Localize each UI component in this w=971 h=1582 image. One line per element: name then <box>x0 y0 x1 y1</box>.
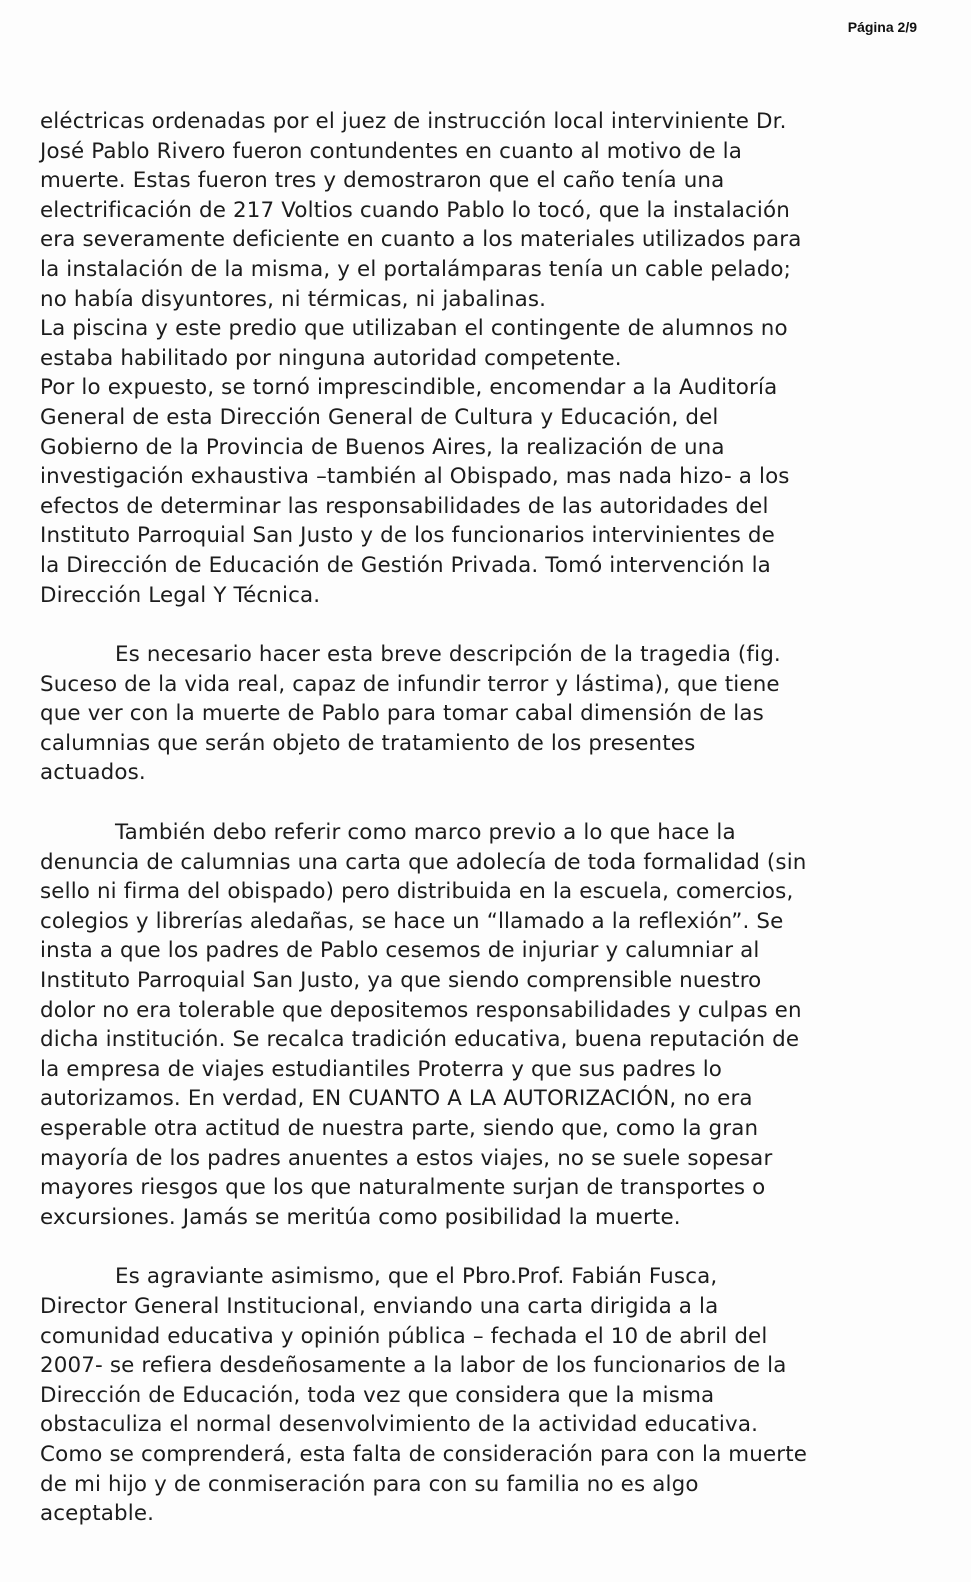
text-line: denuncia de calumnias una carta que adolecía de toda formalidad (sin <box>40 849 807 875</box>
text-line: comunidad educativa y opinión pública – fechada el 10 de abril del <box>40 1323 768 1349</box>
text-line: la empresa de viajes estudiantiles Proterra y que sus padres lo <box>40 1056 723 1082</box>
text-line: Es necesario hacer esta breve descripción de la tragedia (fig. <box>115 642 781 668</box>
text-line: Suceso de la vida real, capaz de infundir terror y lástima), que tiene <box>40 671 780 697</box>
text-line: sello ni firma del obispado) pero distribuida en la escuela, comercios, <box>40 879 794 905</box>
text-line: investigación exhaustiva –también al Obispado, mas nada hizo- a los <box>40 464 790 490</box>
paragraph-spacer <box>40 610 945 640</box>
text-line: de mi hijo y de conmiseración para con su familia no es algo <box>40 1471 699 1497</box>
text-line: dolor no era tolerable que depositemos responsabilidades y culpas en <box>40 997 802 1023</box>
text-line: autorizamos. En verdad, EN CUANTO A LA AUTORIZACIÓN, no era <box>40 1086 753 1112</box>
text-line: excursiones. Jamás se meritúa como posibilidad la muerte. <box>40 1204 681 1230</box>
text-line: colegios y librerías aledañas, se hace un “llamado a la reflexión”. Se <box>40 908 784 934</box>
text-line: Por lo expuesto, se tornó imprescindible, encomendar a la Auditoría <box>40 375 778 401</box>
text-line: mayores riesgos que los que naturalmente surjan de transportes o <box>40 1175 766 1201</box>
text-line: José Pablo Rivero fueron contundentes en cuanto al motivo de la <box>40 138 742 164</box>
paragraph-spacer <box>40 788 945 818</box>
text-line: 2007- se refiera desdeñosamente a la labor de los funcionarios de la <box>40 1353 787 1379</box>
text-line: Gobierno de la Provincia de Buenos Aires, la realización de una <box>40 434 725 460</box>
text-line: electrificación de 217 Voltios cuando Pablo lo tocó, que la instalación <box>40 197 790 223</box>
text-line: Instituto Parroquial San Justo y de los funcionarios intervinientes de <box>40 523 775 549</box>
text-line: La piscina y este predio que utilizaban el contingente de alumnos no <box>40 316 788 342</box>
text-line: esperable otra actitud de nuestra parte, siendo que, como la gran <box>40 1116 759 1141</box>
text-line: Es agraviante asimismo, que el Pbro.Prof. Fabián Fusca, <box>115 1264 718 1290</box>
text-line: era severamente deficiente en cuanto a los materiales utilizados para <box>40 227 802 253</box>
text-line: calumnias que serán objeto de tratamiento de los presentes <box>40 730 696 756</box>
page-number: Página 2/9 <box>847 19 917 35</box>
text-line: no había disyuntores, ni térmicas, ni jabalinas. <box>40 286 547 312</box>
text-line: que ver con la muerte de Pablo para tomar cabal dimensión de las <box>40 701 764 727</box>
text-line: la instalación de la misma, y el portalámparas tenía un cable pelado; <box>40 256 792 282</box>
text-line: dicha institución. Se recalca tradición educativa, buena reputación de <box>40 1027 800 1053</box>
paragraph <box>40 107 945 610</box>
paragraph-spacer <box>40 1232 945 1262</box>
text-line: Dirección Legal Y Técnica. <box>40 582 321 608</box>
text-line: insta a que los padres de Pablo cesemos de injuriar y calumniar al <box>40 938 760 964</box>
text-line: Instituto Parroquial San Justo, ya que siendo comprensible nuestro <box>40 968 762 994</box>
text-line: General de esta Dirección General de Cultura y Educación, del <box>40 404 719 430</box>
text-line: Como se comprenderá, esta falta de consideración para con la muerte <box>40 1441 808 1467</box>
text-line: estaba habilitado por ninguna autoridad competente. <box>40 345 622 371</box>
text-line: Director General Institucional, enviando una carta dirigida a la <box>40 1293 719 1319</box>
paragraph <box>40 1262 945 1528</box>
text-line: obstaculiza el normal desenvolvimiento de la actividad educativa. <box>40 1412 759 1438</box>
text-line: muerte. Estas fueron tres y demostraron que el caño tenía una <box>40 168 725 194</box>
paragraph <box>40 818 945 1232</box>
text-line: efectos de determinar las responsabilidades de las autoridades del <box>40 493 769 519</box>
text-line: la Dirección de Educación de Gestión Privada. Tomó intervención la <box>40 552 771 578</box>
text-line: Dirección de Educación, toda vez que considera que la misma <box>40 1382 715 1408</box>
document-body <box>40 107 945 1529</box>
text-line: También debo referir como marco previo a lo que hace la <box>115 820 736 846</box>
text-line: mayoría de los padres anuentes a estos viajes, no se suele sopesar <box>40 1145 773 1171</box>
text-line: eléctricas ordenadas por el juez de instrucción local interviniente Dr. <box>40 109 787 134</box>
text-line: actuados. <box>40 760 146 786</box>
text-line: aceptable. <box>40 1501 155 1527</box>
paragraph <box>40 640 945 788</box>
